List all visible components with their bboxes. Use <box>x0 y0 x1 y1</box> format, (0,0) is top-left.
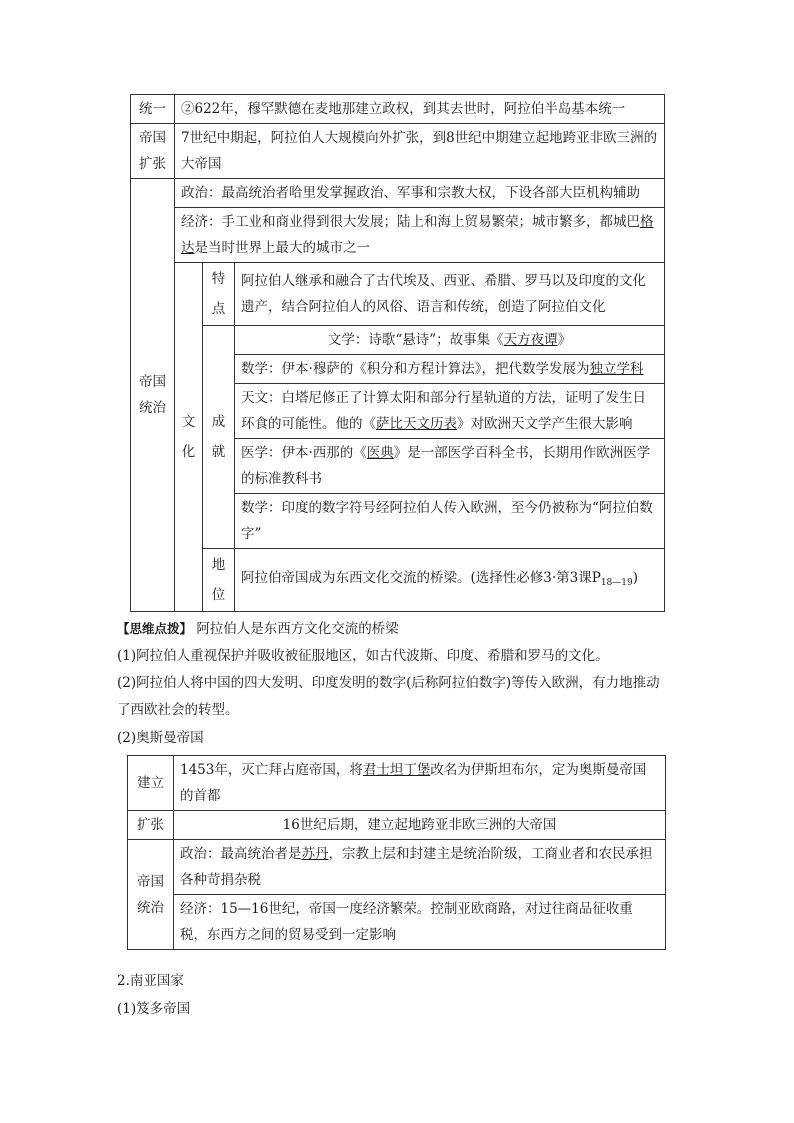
ottoman-empire-table <box>127 755 666 950</box>
row-label-expansion: 扩张 <box>128 811 174 840</box>
row-label-founding: 建立 <box>128 756 174 811</box>
row-label-rule: 帝国统治 <box>128 840 174 950</box>
thinking-point-1: (1)阿拉伯人重视保护并吸收被征服地区，如古代波斯、印度、希腊和罗马的文化。 <box>117 648 609 664</box>
achievement-label: 成就 <box>203 326 235 549</box>
thinking-title: 阿拉伯人是东西方文化交流的桥梁 <box>196 621 399 637</box>
economy-text: 经济：手工业和商业得到很大发展；陆上和海上贸易繁荣；城市繁多，都城巴格达是当时世界上最大的城市之一 <box>175 208 665 263</box>
literature-text: 文学：诗歌“悬诗”；故事集《天方夜谭》 <box>235 326 665 355</box>
baghdad-underline: 格达 <box>181 214 654 256</box>
feature-text: 阿拉伯人继承和融合了古代埃及、西亚、希腊、罗马以及印度的文化遗产，结合阿拉伯人的风俗、语言和传统，创造了阿拉伯文化 <box>235 263 665 326</box>
politics-text: 政治：最高统治者哈里发掌握政治、军事和宗教大权，下设各部大臣机构辅助 <box>175 179 665 208</box>
thinking-tag: 【思维点拨】 <box>117 621 193 636</box>
culture-label: 文化 <box>175 263 203 612</box>
thinking-heading <box>117 616 399 642</box>
math-text: 数学：伊本·穆萨的《积分和方程计算法》，把代数学发展为独立学科 <box>235 355 665 384</box>
unify-text: ②622年，穆罕默德在麦地那建立政权，到其去世时，阿拉伯半岛基本统一 <box>175 95 665 124</box>
ottoman-heading: (2)奥斯曼帝国 <box>117 730 204 746</box>
numerals-text: 数学：印度的数字符号经阿拉伯人传入欧洲，至今仍被称为“阿拉伯数字” <box>235 494 665 549</box>
economy-text: 经济：15—16世纪，帝国一度经济繁荣。控制亚欧商路，对过往商品征收重税，东西方之间的贸易受到一定影响 <box>174 895 666 950</box>
section-south-asia: 2.南亚国家 <box>117 973 184 989</box>
astronomy-text: 天文：白塔尼修正了计算太阳和部分行星轨道的方法，证明了发生日环食的可能性。他的《萨比天文历表》对欧洲天文学产生很大影响 <box>235 384 665 439</box>
expansion-text: 16世纪后期，建立起地跨亚非欧三洲的大帝国 <box>174 811 666 840</box>
row-label-rule: 帝国统治 <box>131 179 175 612</box>
politics-text: 政治：最高统治者是苏丹，宗教上层和封建主是统治阶级，工商业者和农民承担各种苛捐杂税 <box>174 840 666 895</box>
status-text: 阿拉伯帝国成为东西文化交流的桥梁。(选择性必修3·第3课$P_{18—19}$) <box>235 549 665 612</box>
row-label-expansion: 帝国扩张 <box>131 124 175 179</box>
medicine-text: 医学：伊本·西那的《医典》是一部医学百科全书，长期用作欧洲医学的标准教科书 <box>235 439 665 494</box>
gupta-heading: (1)笈多帝国 <box>117 1001 191 1017</box>
feature-label: 特点 <box>203 263 235 326</box>
thinking-point-2a: (2)阿拉伯人将中国的四大发明、印度发明的数字(后称阿拉伯数字)等传入欧洲，有力地推动 <box>117 675 660 691</box>
expansion-text: 7世纪中期起，阿拉伯人大规模向外扩张，到8世纪中期建立起地跨亚非欧三洲的大帝国 <box>175 124 665 179</box>
founding-text: 1453年，灭亡拜占庭帝国，将君士坦丁堡改名为伊斯坦布尔，定为奥斯曼帝国的首都 <box>174 756 666 811</box>
row-label-unify: 统一 <box>131 95 175 124</box>
thinking-point-2b: 了西欧社会的转型。 <box>117 702 239 718</box>
status-label: 地位 <box>203 549 235 612</box>
arab-empire-table <box>130 94 665 612</box>
